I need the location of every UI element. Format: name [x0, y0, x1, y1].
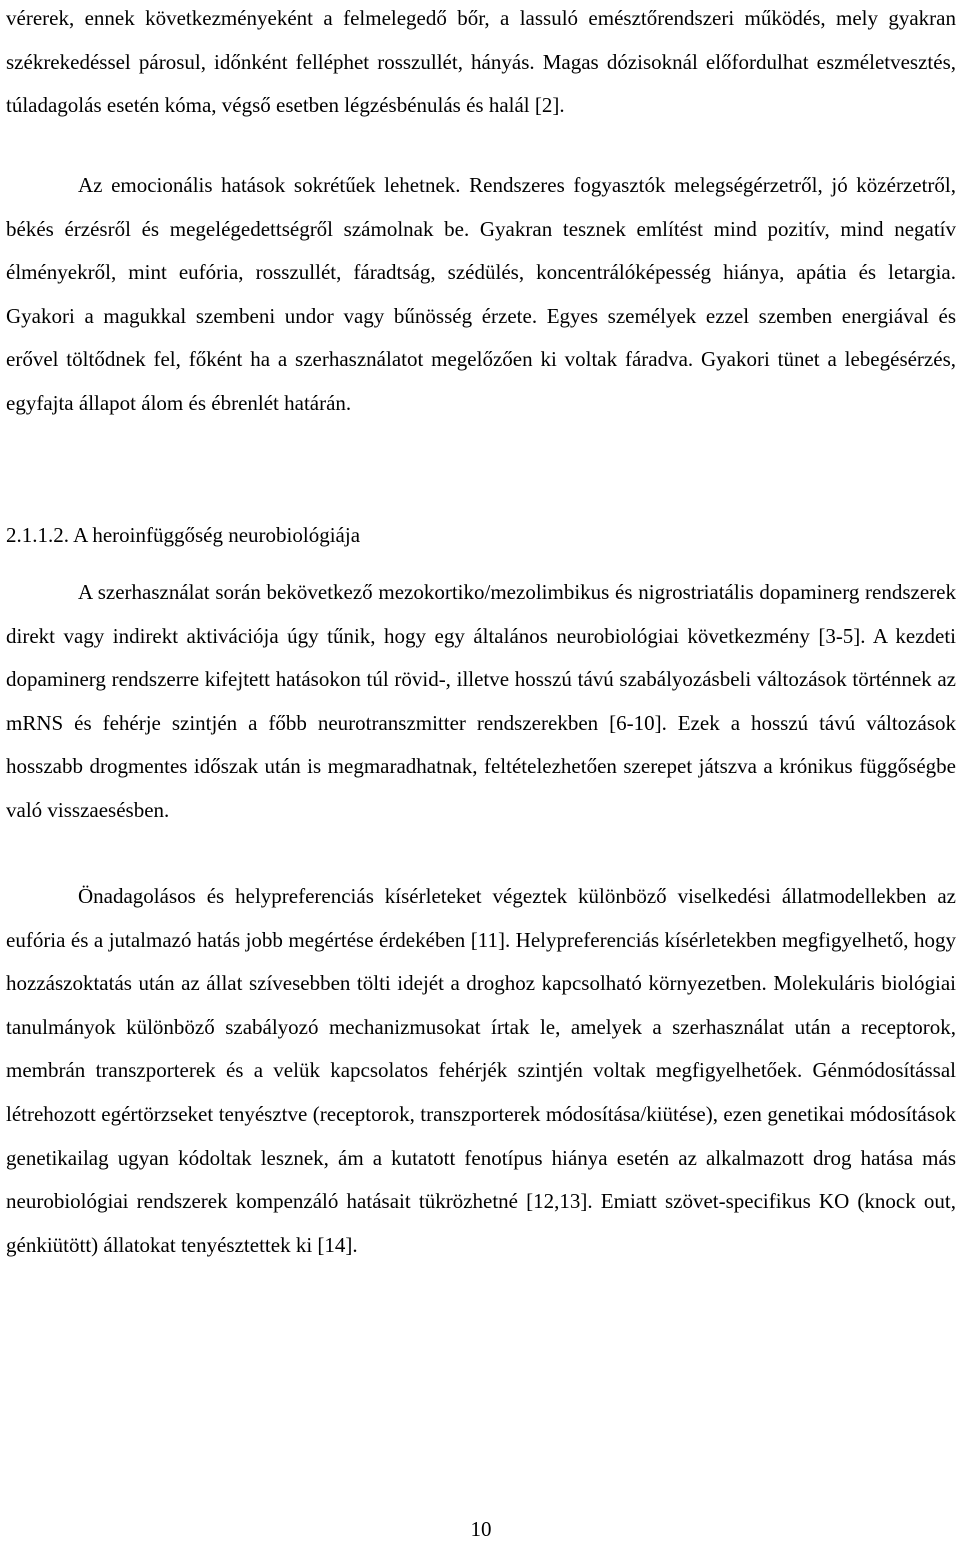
body-paragraph: A szerhasználat során bekövetkező mezokortiko/mezolimbikus és nigrostriatális dopaminerg rendszerek direkt vagy indirekt aktivációja úgy tűnik, hogy egy általános neurobiológiai következmény [3-5]. A kezdeti dopaminerg rendszerre kifejtett hatásokon túl rövid-, illetve hosszú távú szabályozásbeli változások történnek az mRNS és fehérje szintjén a főbb neurotranszmitter rendszerekben [6-10]. Ezek a hosszú távú változások hosszabb drogmentes időszak után is megmaradhatnak, feltételezhetően szerepet játszva a krónikus függőségbe való visszaesésben. — [6, 580, 956, 822]
body-paragraph: vérerek, ennek következményeként a felmelegedő bőr, a lassuló emésztőrendszeri működés, mely gyakran székrekedéssel párosul, időnként felléphet rosszullét, hányás. Magas dózisoknál előfordulhat eszméletvesztés, túladagolás esetén kóma, végső esetben légzésbénulás és halál [2]. — [6, 6, 956, 118]
body-paragraph: Az emocionális hatások sokrétűek lehetnek. Rendszeres fogyasztók melegségérzetről, jó közérzetről, békés érzésről és megelégedettségről számolnak be. Gyakran tesznek említést mind pozitív, mind negatív élményekről, mint eufória, rosszullét, fáradtság, szédülés, koncentrálóképesség hiánya, apátia és letargia. Gyakori a magukkal szembeni undor vagy bűnösség érzete. Egyes személyek ezzel szemben energiával és erővel töltődnek fel, főként ha a szerhasználatot megelőzően ki voltak fáradva. Gyakori tünet a lebegésérzés, egyfajta állapot álom és ébrenlét határán. — [6, 173, 956, 415]
document-page — [6, 0, 956, 1541]
section-heading: 2.1.1.2. A heroinfüggőség neurobiológiája — [6, 523, 361, 547]
page-number: 10 — [470, 1517, 492, 1541]
body-paragraph: Önadagolásos és helypreferenciás kísérleteket végeztek különböző viselkedési állatmodellekben az eufória és a jutalmazó hatás jobb megértése érdekében [11]. Helypreferenciás kísérletekben megfigyelhető, hogy hozzászoktatás után az állat szívesebben tölti idejét a droghoz kapcsolható környezetben. Molekuláris biológiai tanulmányok különböző szabályozó mechanizmusokat írtak le, amelyek a szerhasználat után a receptorok, membrán transzporterek és a velük kapcsolatos fehérjék szintjén voltak megfigyelhetőek. Génmódosítással létrehozott egértörzseket tenyésztve (receptorok, transzporterek módosítása/kiütése), ezen genetikai módosítások genetikailag ugyan kódoltak lesznek, ám a kutatott fenotípus hiánya esetén az alkalmazott drog hatása más neurobiológiai rendszerek kompenzáló hatásait tükrözhetné [12,13]. Emiatt szövet-specifikus KO (knock out, génkiütött) állatokat tenyésztettek ki [14]. — [6, 884, 956, 1257]
